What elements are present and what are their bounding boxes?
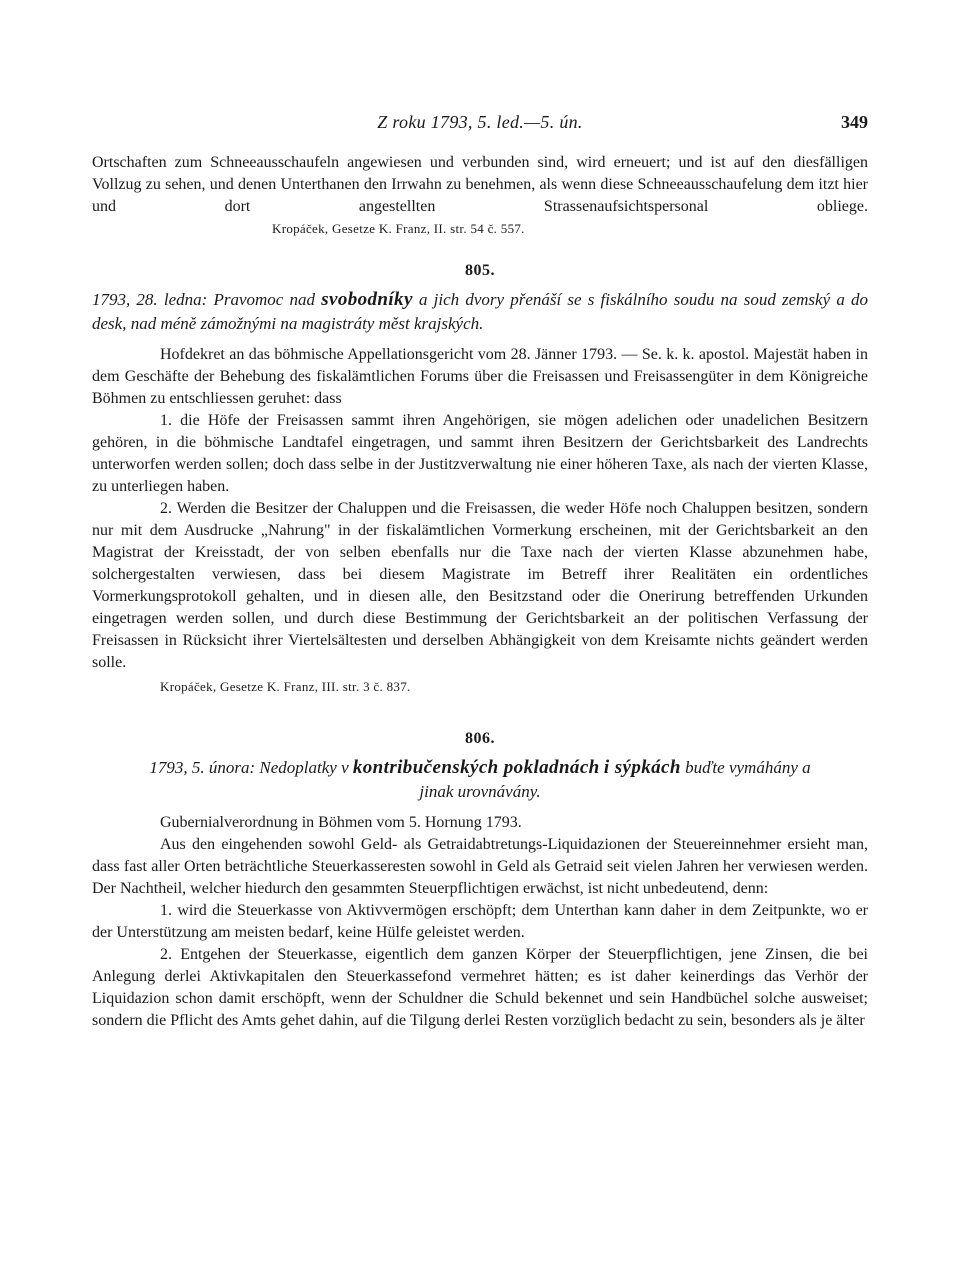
entry-806-regest [92,756,868,804]
entry-806-paragraph: Gubernialverordnung in Böhmen vom 5. Hornung 1793. [160,814,522,831]
entry-805-regest [92,288,868,336]
page-number: 349 [841,112,868,132]
entry-805-paragraph: 1. die Höfe der Freisassen sammt ihren Angehörigen, sie mögen adelichen oder unadelichen Besitzern gehören, in die böhmische Landtafel eingetragen, und sammt ihren Besitzern der Gerichtsbarkeit des Landrechts unterworfen werden sollen; doch dass selbe in der Justitzverwaltung nie einer höheren Taxe, als nach der vierten Klasse, zu unterliegen haben. [92,412,868,495]
entry-806-paragraph: 2. Entgehen der Steuerkasse, eigentlich dem ganzen Körper der Steuerpflichtigen, jene Zinsen, die bei Anlegung derlei Aktivkapitalen den Steuerkassefond vermehret hätten; es ist daher keinerdings das Verhör der Liquidazion schon damit erschöpft, wenn der Schuldner die Schuld bekennet und sein Handbüchel solche ausweiset; sondern die Pflicht des Amts gehet dahin, auf die Tilgung derlei Resten vorzüglich bedacht zu sein, besonders als je älter [92,946,868,1029]
page-header [92,112,868,138]
entry-805-keyword: svobodníky [321,289,413,310]
entry-805-citation: Kropáček, Gesetze K. Franz, III. str. 3 č. 837. [160,679,411,694]
entry-805-regest-end: a jich dvory přenáší se s fiskálního soudu na soud zemský a do desk, nad méně zámožnými na magistráty měst krajských. [92,290,868,333]
entry-806-keyword: i sýpkách [603,757,681,778]
running-title: Z roku 1793, 5. led.—5. ún. [377,112,583,132]
intro-text: Ortschaften zum Schneeausschaufeln angewiesen und verbunden sind, wird erneuert; und ist auf den diesfälligen Vollzug zu sehen, und denen Unterthanen den Irrwahn zu benehmen, als wenn diese Schneeausschaufelung dem itzt hier und dort angestellten Strassenaufsichtspersonal obliege. [92,154,868,215]
entry-806-paragraph: 1. wird die Steuerkasse von Aktivvermögen erschöpft; dem Unterthan kann daher in dem Zeitpunkte, wo er der Unterstützung am meisten bedarf, keine Hülfe geleistet werden. [92,902,868,941]
intro-citation: Kropáček, Gesetze K. Franz, II. str. 54 č. 557. [272,221,525,236]
entry-805-regest-start: 1793, 28. ledna: Pravomoc nad [92,290,322,309]
entry-806-regest-start: 1793, 5. února: Nedoplatky v [149,758,353,777]
entry-805-paragraph: Hofdekret an das böhmische Appellationsgericht vom 28. Jänner 1793. — Se. k. k. apostol. Majestät haben in dem Geschäfte der Behebung des fiskalämtlichen Forums über die Freisassen und Freisassengüter in dem Königreiche Böhmen zu entschliessen geruhet: dass [92,346,868,407]
entry-806-paragraph: Aus den eingehenden sowohl Geld- als Getraidabtretungs-Liquidazionen der Steuereinnehmer ersieht man, dass fast aller Orten beträchtliche Steuerkasseresten sowohl in Geld als Getraid seit vielen Jahren her verwiesen werden. Der Nachtheil, welcher hiedurch den gesammten Steuerpflichtigen erwächst, ist nicht unbedeutend, denn: [92,836,868,897]
entry-806-keyword: kontribučenských pokladnách [352,757,600,778]
entry-805-number: 805. [465,262,495,279]
entry-805-paragraph: 2. Werden die Besitzer der Chaluppen und die Freisassen, die weder Höfe noch Chaluppen besitzen, sondern nur mit dem Ausdrucke „Nahrung" in der fiskalämtlichen Vormerkung erscheinen, mit der Gerichtsbarkeit an den Magistrat der Kreisstadt, der von selben ebenfalls nur die Taxe nach der vierten Klasse abzunehmen habe, solchergestalten verwiesen, dass bei diesem Magistrate im Betreff ihrer Realitäten ein ordentliches Vormerkungsprotokoll gehalten, und in diesen alle, den Besitzstand oder die Onerirung betreffenden Urkunden eingetragen werden sollen, und durch diese Bestimmung der Gerichtsbarkeit an der politischen Verfassung der Freisassen in Rücksicht ihrer Viertelsältesten und derselben Abhängigkeit von dem Kreisamte nichts geändert werden solle. [92,500,868,671]
page-body [92,152,868,1032]
intro-paragraph [92,152,868,240]
entry-806-regest-end: buďte vymáhány a jinak urovnávány. [419,758,811,801]
entry-806-number: 806. [465,730,495,747]
